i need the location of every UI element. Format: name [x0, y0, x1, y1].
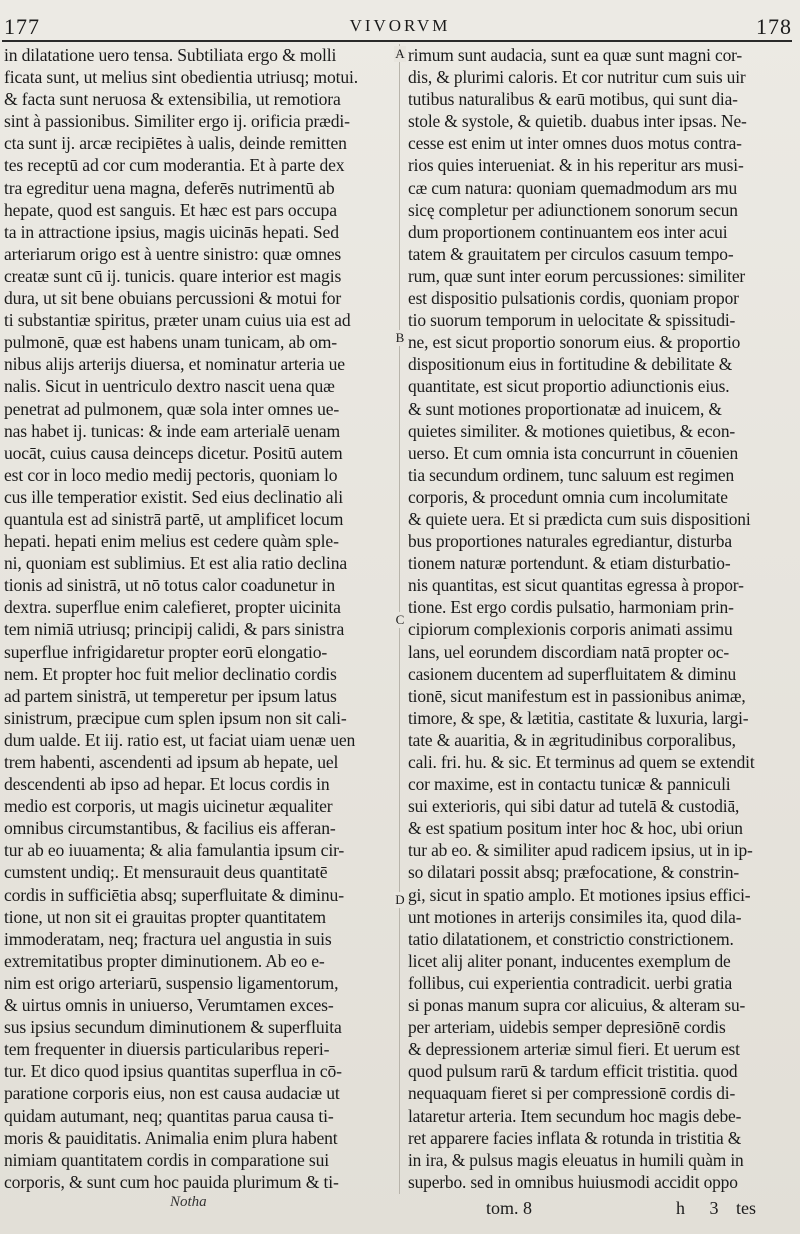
text-line: quidam autumant, neq; quantitas parua causa ti-: [4, 1105, 334, 1126]
text-line: cor maxime, est in contactu tunicæ & panniculi: [408, 774, 731, 795]
text-line: est dispositio pulsationis cordis, quoniam propor: [408, 288, 739, 309]
margin-marker-d: D: [395, 892, 405, 907]
text-line: tionis ad sinistrā, ut nō totus calor coadunetur in: [4, 575, 335, 596]
text-line: quantitate, est sicut proportio adiunctionis eius.: [408, 376, 730, 397]
text-line: nem. Et propter hoc fuit melior declinatio cordis: [4, 663, 337, 684]
right-text-column: [408, 44, 792, 1194]
text-line: tem frequenter in diuersis particularibus reperi-: [4, 1039, 330, 1060]
page-number-left: 177: [4, 14, 40, 39]
text-line: & facta sunt neruosa & extensibilia, ut remotiora: [4, 89, 341, 110]
text-line: hepati. hepati enim melius est cedere quàm sple-: [4, 531, 339, 552]
text-line: corporis, & sunt cum hoc pauida plurimum & ti-: [4, 1171, 339, 1192]
text-line: dis, & plurimi caloris. Et cor nutritur cum suis uir: [408, 67, 746, 88]
text-line: nequaquam fieret si per compressionē cordis di-: [408, 1083, 736, 1104]
text-line: tem nimiā utriusq; principij calidi, & pars sinistra: [4, 619, 345, 640]
text-line: cumstent undiq;. Et mensurauit deus quantitatē: [4, 862, 328, 883]
text-line: cesse est enim ut inter omnes duos motus contra-: [408, 133, 742, 154]
text-line: tione. Est ergo cordis pulsatio, harmoniam prin-: [408, 597, 734, 618]
text-line: stole & systole, & quietib. duabus inter ipsas. Ne-: [408, 111, 747, 132]
text-line: & uirtus omnis in uniuerso, Verumtamen exces-: [4, 995, 334, 1016]
text-line: nas habet ij. tunicas: & inde eam arterialē uenam: [4, 420, 341, 441]
text-line: sicę completur per adiunctionem sonorum secun: [408, 199, 738, 220]
text-line: tur ab eo. & similiter apud radicem ipsius, ut in ip-: [408, 840, 753, 861]
text-line: paratione corporis eius, non est causa audaciæ ut: [4, 1083, 340, 1104]
text-line: ti substantiæ spiritus, præter unam cuius uia est ad: [4, 310, 351, 331]
text-line: dum ualde. Et iij. ratio est, ut faciat uiam uenæ uen: [4, 729, 356, 750]
text-line: corporis, & procedunt omnia cum incolumitate: [408, 486, 728, 507]
text-line: cipiorum complexionis corporis animati assimu: [408, 619, 733, 640]
text-line: sint à passionibus. Similiter ergo ij. orificia prædi-: [4, 111, 350, 132]
text-line: lataretur arteria. Item secundum hoc magis debe-: [408, 1105, 742, 1126]
text-line: dextra. superflue enim calefieret, propter uicinita: [4, 597, 341, 618]
text-line: timore, & spe, & lætitia, castitate & luxuria, largi-: [408, 707, 749, 728]
page-header: [0, 0, 800, 46]
text-line: ret apparere facies inflata & rotunda in tristitia &: [408, 1127, 742, 1148]
text-line: immoderatam, neq; fractura uel angustia in suis: [4, 928, 332, 949]
text-line: uocāt, cuius causa deinceps dicetur. Positū autem: [4, 442, 343, 463]
text-line: cus ille temperatior existit. Sed eius declinatio ali: [4, 486, 343, 507]
margin-marker-a: A: [395, 46, 405, 61]
text-line: descendenti ab ipso ad hepar. Et locus cordis in: [4, 774, 330, 795]
text-line: tur. Et dico quod ipsius quantitas superflua in cō-: [4, 1061, 342, 1082]
text-line: ni, quoniam est sublimius. Et est alia ratio declina: [4, 553, 348, 574]
text-line: unt motiones in arterijs consimiles ita, quod dila-: [408, 906, 742, 927]
text-line: sui exterioris, qui sibi datur ad tutelā & custodiā,: [408, 796, 740, 817]
margin-marker-c: C: [395, 612, 405, 627]
text-line: follibus, cui experientia contradicit. uerbi gratia: [408, 972, 733, 993]
text-line: tio suorum temporum in uelocitate & spissitudi-: [408, 310, 736, 331]
catchword: tes: [736, 1198, 756, 1218]
left-text-column: [4, 44, 392, 1194]
text-line: bus proportiones naturales egrediantur, disturba: [408, 531, 732, 552]
text-line: tra egreditur uena magna, deferēs nutrimentū ab: [4, 177, 335, 198]
text-line: quietes similiter. & motiones quietibus, & econ-: [408, 420, 736, 441]
text-line: & est spatium positum inter hoc & hoc, ubi oriun: [408, 818, 743, 839]
text-line: tatio dilatationem, et constrictio constrictionem.: [408, 928, 734, 949]
text-line: gi, sicut in spatio amplo. Et motiones ipsius effici-: [408, 884, 751, 905]
header-rule: [2, 40, 792, 42]
text-line: per arteriam, uidebis semper depresiōnē cordis: [408, 1017, 726, 1038]
text-line: cordis in sufficiētia absq; superfluitate & diminu-: [4, 884, 344, 905]
text-line: & depressionem arteriæ simul fieri. Et uerum est: [408, 1039, 740, 1060]
text-line: cta sunt ij. arcæ recipiētes à ualis, deinde remitten: [4, 133, 347, 154]
text-line: uerso. Et cum omnia ista concurrunt in cōuenien: [408, 442, 739, 463]
text-line: superbo. sed in omnibus huiusmodi accidit oppo: [408, 1171, 738, 1192]
text-line: tia secundum ordinem, tunc saluum est regimen: [408, 464, 735, 485]
text-line: nibus alijs arterijs diuersa, et nominatur arteria ue: [4, 354, 345, 375]
text-line: rios quies interueniat. & in his reperitur ars musi-: [408, 155, 744, 176]
text-line: quod pulsum rarū & tardum efficit tristitia. quod: [408, 1061, 738, 1082]
page-number-right: 178: [756, 14, 792, 39]
text-line: nim est origo arteriarū, suspensio ligamentorum,: [4, 972, 339, 993]
text-line: nimiam quantitatem cordis in comparatione sui: [4, 1149, 330, 1170]
text-line: tur ab eo iuuamenta; & alia famulantia ipsum cir-: [4, 840, 345, 861]
text-line: tatem & grauitatem per circulos casuum tempo-: [408, 243, 734, 264]
text-line: casionem ducentem ad superfluitatem & diminu: [408, 663, 737, 684]
text-line: tionem naturæ portendunt. & etiam disturbatio-: [408, 553, 731, 574]
text-line: si ponas manum supra cor alicuius, & alteram su-: [408, 995, 746, 1016]
text-line: quantula est ad sinistrā partē, ut amplificet locum: [4, 508, 344, 529]
text-line: nis quantitas, est sicut quantitas egressa à propor-: [408, 575, 744, 596]
text-line: dura, ut sit bene obuians percussioni & motui for: [4, 288, 342, 309]
text-line: trem habenti, ascendenti ad ipsum ab hepate, uel: [4, 752, 339, 772]
page-footer: [0, 1194, 800, 1234]
text-line: cali. fri. hu. & sic. Et terminus ad quem se extendit: [408, 752, 755, 772]
text-line: cæ cum natura: quoniam quemadmodum ars mu: [408, 177, 738, 198]
text-line: moris & pauiditatis. Animalia enim plura habent: [4, 1127, 338, 1148]
text-line: dum proportionem continuantem eos inter acui: [408, 221, 728, 242]
text-line: hepate, quod est sanguis. Et hæc est pars occupa: [4, 199, 337, 220]
text-line: creatæ sunt cū ij. tunicis. quare interior est magis: [4, 265, 342, 286]
text-line: licet alij aliter ponant, inducentes exemplum de: [408, 950, 731, 971]
text-line: sus ipsius secundum diminutionem & superfluita: [4, 1017, 342, 1038]
text-line: rimum sunt audacia, sunt ea quæ sunt magni cor-: [408, 45, 743, 65]
margin-marker-b: B: [395, 330, 405, 345]
text-line: superflue infrigidaretur propter eorū elongatio-: [4, 641, 328, 662]
text-line: sinistrum, præcipue cum splen ipsum non sit cali-: [4, 707, 347, 728]
text-line: tate & auaritia, & in ægritudinibus corporalibus,: [408, 729, 736, 750]
text-line: ta in attractione ipsius, magis uicinās hepati. Sed: [4, 221, 339, 242]
text-line: pulmonē, quæ est habens unam tunicam, ab om-: [4, 332, 337, 353]
text-line: ne, est sicut proportio sonorum eius. & proportio: [408, 332, 741, 353]
text-line: medio est corporis, ut magis uicinetur æqualiter: [4, 796, 333, 817]
sheet-mark: h 3: [676, 1198, 729, 1218]
text-line: extremitatibus propter diminutionem. Ab eo e-: [4, 950, 325, 971]
text-line: rum, quæ sunt inter eorum percussiones: similiter: [408, 265, 746, 286]
text-line: & quiete uera. Et si prædicta cum suis dispositioni: [408, 508, 751, 529]
text-line: penetrat ad pulmonem, quæ sola inter omnes ue-: [4, 398, 340, 419]
footer-note: Notha: [170, 1194, 207, 1210]
text-line: in dilatatione uero tensa. Subtiliata ergo & molli: [4, 45, 337, 65]
text-line: nalis. Sicut in uentriculo dextro nascit uena quæ: [4, 376, 335, 397]
signature-mark: tom. 8: [486, 1198, 533, 1218]
text-line: in ira, & pulsus magis eleuatus in humili quàm in: [408, 1149, 744, 1170]
running-title: VIVORVM: [349, 16, 451, 35]
text-line: ficata sunt, ut melius sint obedientia utriusq; motui.: [4, 67, 358, 88]
text-line: ad partem sinistrā, ut temperetur per ipsum latus: [4, 685, 337, 706]
text-line: est cor in loco medio medij pectoris, quoniam lo: [4, 464, 338, 485]
text-line: tione, ut non sit ei grauitas propter quantitatem: [4, 906, 326, 927]
text-line: so dilatari possit absq; præfocatione, & constrin-: [408, 862, 740, 883]
text-line: dispositionum eius in fortitudine & debilitate &: [408, 354, 733, 375]
text-line: tes receptū ad cor cum moderantia. Et à parte dex: [4, 155, 345, 176]
text-line: & sunt motiones proportionatæ ad inuicem, &: [408, 398, 722, 419]
text-line: lans, uel eorundem discordiam natā propter oc-: [408, 641, 729, 662]
text-line: tutibus naturalibus & earū motibus, qui sunt dia-: [408, 89, 738, 110]
text-line: omnibus circumstantibus, & facilius eis afferan-: [4, 818, 336, 839]
text-line: tionē, sicut manifestum est in passionibus animæ,: [408, 685, 746, 706]
text-line: arteriarum origo est à uentre sinistro: quæ omnes: [4, 243, 342, 264]
